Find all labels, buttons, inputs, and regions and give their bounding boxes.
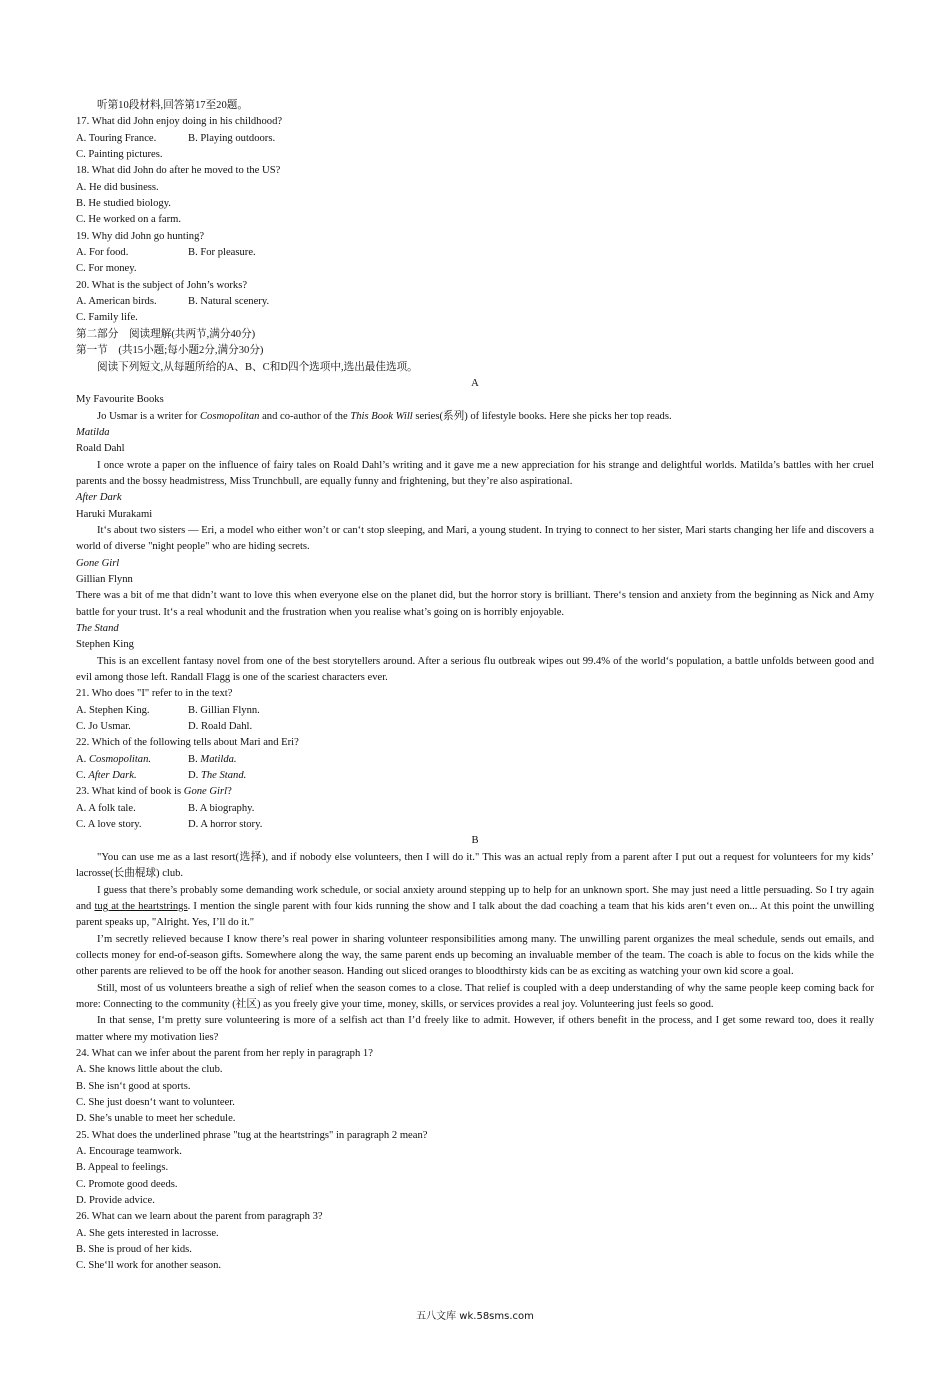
q22-option-b-letter: B. xyxy=(188,753,201,765)
passage-a-intro xyxy=(76,409,874,425)
intro-series-name: This Book Will xyxy=(350,410,413,422)
book3-review: There was a bit of me that didn’t want to love this when everyone else on the planet did, but the horror story is brilliant. There‘s tension and anxiety from the beginning as Nick and Amy battle for your trust. It‘s a real whodunit and the frustration when you realise what’s going on is horribly enjoyable. xyxy=(76,590,874,618)
q23-option-d: D. A horror story. xyxy=(188,819,263,831)
q18-option-b: B. He studied biology. xyxy=(76,198,171,210)
q24-stem: 24. What can we infer about the parent from her reply in paragraph 1? xyxy=(76,1047,373,1059)
book1-review: I once wrote a paper on the influence of fairy tales on Roald Dahl’s writing and it gave me a new appreciation for his strange and delightful worlds. Matilda’s battles with her cruel parents and the bossy headmistress, Miss Trunchbull, are equally funny and frightening, but they’re also aspirational. xyxy=(76,459,874,487)
q22-option-a-text: Cosmopolitan. xyxy=(88,753,152,765)
q20-option-a: A. American birds. xyxy=(76,296,157,308)
passage-b-paragraph-1: "You can use me as a last resort(选择), and if nobody else volunteers, then I will do it." This was an actual reply from a parent after I put out a request for volunteers for my kids’ lacrosse(长曲棍球) club. xyxy=(76,851,874,880)
q25-stem: 25. What does the underlined phrase "tug at the heartstrings" in paragraph 2 mean? xyxy=(76,1129,428,1141)
q21-options-ab xyxy=(76,703,874,719)
q19-option-a: A. For food. xyxy=(76,247,129,259)
passage-b-paragraph-2 xyxy=(76,883,874,932)
q21-option-a: A. Stephen King. xyxy=(76,704,150,716)
q21-options-cd xyxy=(76,719,874,735)
q24-option-c: C. She just doesn‘t want to volunteer. xyxy=(76,1096,235,1108)
q18-option-a: A. He did business. xyxy=(76,181,159,193)
book4-author: Stephen King xyxy=(76,639,134,651)
intro-magazine-name: Cosmopolitan xyxy=(199,410,260,422)
part-two-title: 第二部分 阅读理解(共两节,满分40分) xyxy=(76,328,256,340)
q23-option-a: A. A folk tale. xyxy=(76,802,136,814)
passage-b-paragraph-5: In that sense, I‘m pretty sure volunteering is more of a selfish act than I’d freely like to admit. However, if others benefit in the process, and I get some reward too, does it really matter where my motivation lies? xyxy=(76,1015,874,1043)
book4-review: This is an excellent fantasy novel from one of the best storytellers around. After a serious flu outbreak wipes out 99.4% of the world‘s population, a battle unfolds between good and evil among those left. Randall Flagg is one of the scariest characters ever. xyxy=(76,655,874,684)
book2-review: It‘s about two sisters — Eri, a model who either won’t or can‘t stop sleeping, and Mari, a young student. In trying to connect to her sister, Mari starts changing her life and discovers a world of diverse "night people" who are hiding secrets. xyxy=(76,524,874,553)
q17-option-a: A. Touring France. xyxy=(76,132,157,144)
q22-option-a-letter: A. xyxy=(76,753,89,765)
q23-stem xyxy=(76,784,874,800)
book2-author: Haruki Murakami xyxy=(76,508,153,520)
paragraph-2-text-1: I guess that there’s probably some demanding work schedule, or social anxiety around stepping up to help for an unknown sport. She may just need a little persuading. So I try again and xyxy=(76,884,874,912)
book4-title xyxy=(76,621,874,637)
q22-option-d xyxy=(188,770,246,781)
q19-option-c: C. For money. xyxy=(76,263,137,275)
q25-option-d: D. Provide advice. xyxy=(76,1195,155,1207)
q19-option-b: B. For pleasure. xyxy=(188,247,256,259)
q22-option-c-letter: C. xyxy=(76,770,89,782)
reading-instruction: 阅读下列短文,从每题所给的A、B、C和D四个选项中,选出最佳选项。 xyxy=(97,361,418,373)
q17-option-b: B. Playing outdoors. xyxy=(188,132,276,144)
paragraph-2-text-2: . I mention the single parent with four kids running the show and I talk about the dad coaching a team that his kids aren‘t even on... At this point the unwilling parent speaks up, "Alright. Yes, I’ll do it." xyxy=(76,900,874,929)
q26-stem: 26. What can we learn about the parent from paragraph 3? xyxy=(76,1211,323,1223)
q24-option-a: A. She knows little about the club. xyxy=(76,1064,223,1076)
intro-text-1: Jo Usmar is a writer for xyxy=(97,410,200,422)
intro-text-2: and co-author of the xyxy=(259,410,351,422)
q17-options-ab xyxy=(76,131,874,147)
book2-title xyxy=(76,490,874,506)
q21-stem: 21. Who does "I" refer to in the text? xyxy=(76,688,233,700)
q22-option-c-text: After Dark. xyxy=(88,770,137,782)
passage-b-letter: B xyxy=(471,835,479,847)
q22-option-b xyxy=(188,754,237,765)
q18-option-c: C. He worked on a farm. xyxy=(76,214,182,226)
q22-options-ab xyxy=(76,752,874,768)
book1-author: Roald Dahl xyxy=(76,443,125,455)
q18-stem: 18. What did John do after he moved to the US? xyxy=(76,165,281,177)
passage-b-paragraph-3: I’m secretly relieved because I know there’s real power in sharing volunteer responsibilities among many. The unwilling parent organizes the meal schedule, sends out emails, and collects money for end-of-season gifts. Somewhere along the way, the same parent ends up becoming an invaluable member of the team. The coach is able to focus on the kids while the other parents are relieved to be off the hook for another season. Handing out sliced oranges to bloodthirsty kids can be as exciting as watching your own kid score a goal. xyxy=(76,933,874,978)
book3-title-text: Gone Girl xyxy=(76,557,120,569)
q19-options-ab xyxy=(76,245,874,261)
book1-title xyxy=(76,425,874,441)
q25-option-a: A. Encourage teamwork. xyxy=(76,1146,182,1157)
book3-author: Gillian Flynn xyxy=(76,573,133,585)
q22-options-cd xyxy=(76,768,874,784)
q22-option-c xyxy=(76,768,188,784)
book3-title xyxy=(76,556,874,572)
q23-stem-book: Gone Girl xyxy=(183,786,228,798)
q23-options-ab xyxy=(76,801,874,817)
page-footer-watermark: 五八文库 wk.58sms.com xyxy=(416,1311,534,1322)
q17-stem: 17. What did John enjoy doing in his childhood? xyxy=(76,116,283,128)
q23-option-b: B. A biography. xyxy=(188,802,255,814)
q22-option-a xyxy=(76,752,188,768)
q23-option-c: C. A love story. xyxy=(76,819,142,831)
q26-option-c: C. She‘ll work for another season. xyxy=(76,1260,222,1272)
q23-stem-text-1: 23. What kind of book is xyxy=(76,786,184,798)
q21-option-c: C. Jo Usmar. xyxy=(76,721,131,733)
q26-option-a: A. She gets interested in lacrosse. xyxy=(76,1227,219,1239)
q24-option-b: B. She isn‘t good at sports. xyxy=(76,1080,191,1092)
passage-b-paragraph-4: Still, most of us volunteers breathe a sigh of relief when the season comes to a close. That relief is coupled with a deep understanding of why the same people keep coming back for more: Connecting to the community (社区) as you freely give your time, money, skills, or services provides a real joy. Volunteering just feels so good. xyxy=(76,982,874,1010)
q20-option-b: B. Natural scenery. xyxy=(188,296,270,308)
q21-option-d: D. Roald Dahl. xyxy=(188,721,253,733)
q20-option-c: C. Family life. xyxy=(76,312,138,324)
q20-stem: 20. What is the subject of John’s works? xyxy=(76,279,248,291)
passage-a-letter: A xyxy=(471,377,479,389)
q23-options-cd xyxy=(76,817,874,833)
q22-option-d-text: The Stand. xyxy=(200,770,247,782)
q20-options-ab xyxy=(76,294,874,310)
q25-option-b: B. Appeal to feelings. xyxy=(76,1162,169,1174)
passage-a-title: My Favourite Books xyxy=(76,394,164,406)
q17-option-c: C. Painting pictures. xyxy=(76,149,163,161)
q23-stem-text-2: ? xyxy=(227,786,232,798)
book4-title-text: The Stand xyxy=(76,623,119,634)
q21-option-b: B. Gillian Flynn. xyxy=(188,704,260,716)
underlined-phrase: tug at the heartstrings xyxy=(94,900,188,912)
q22-stem: 22. Which of the following tells about Mari and Eri? xyxy=(76,737,299,749)
intro-text-3: series(系列) of lifestyle books. Here she picks her top reads. xyxy=(412,410,672,422)
q25-option-c: C. Promote good deeds. xyxy=(76,1178,178,1190)
q22-option-d-letter: D. xyxy=(188,770,201,782)
document-page xyxy=(76,98,874,1275)
section-one-title: 第一节 (共15小题;每小题2分,满分30分) xyxy=(76,345,264,357)
q19-stem: 19. Why did John go hunting? xyxy=(76,230,205,242)
q24-option-d: D. She’s unable to meet her schedule. xyxy=(76,1113,236,1125)
q22-option-b-text: Matilda. xyxy=(200,753,237,765)
listening-intro: 听第10段材料,回答第17至20题。 xyxy=(97,100,248,111)
book2-title-text: After Dark xyxy=(76,492,122,504)
q26-option-b: B. She is proud of her kids. xyxy=(76,1244,192,1256)
book1-title-text: Matilda xyxy=(76,426,110,438)
